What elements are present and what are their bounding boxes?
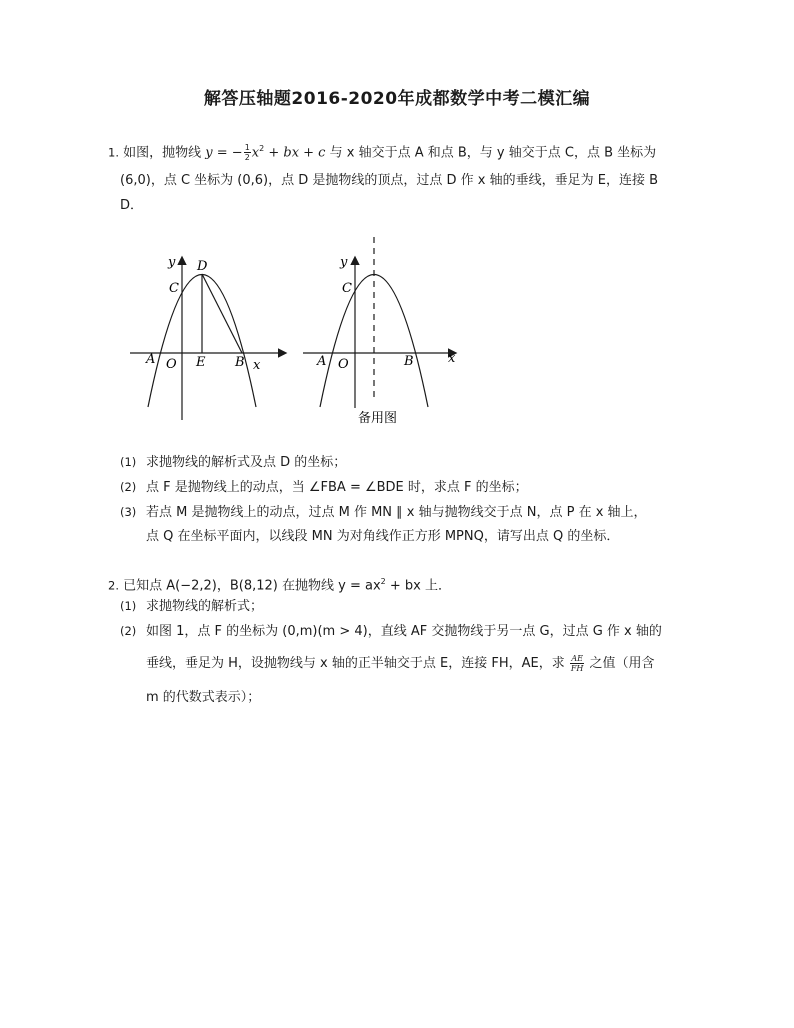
problem-1-equation-lhs: y = − xyxy=(205,145,243,161)
left-label-x: x xyxy=(253,358,261,373)
problem-2-sub-2-end: m 的代数式表示）； xyxy=(146,690,261,705)
left-label-D: D xyxy=(197,259,208,274)
problem-1-figure xyxy=(120,232,480,432)
problem-1-line-2: (6,0)，点 C 坐标为 (0,6)，点 D 是抛物线的顶点，过点 D 作 x 轴的垂线，垂足为 E，连接 B xyxy=(120,173,659,188)
figure-caption: 备用图 xyxy=(358,411,398,426)
right-label-B: B xyxy=(404,354,414,369)
segment-BD xyxy=(202,274,242,353)
right-label-y: y xyxy=(340,255,348,270)
problem-1-line-1 xyxy=(108,139,656,163)
page-title: 解答压轴题2016-2020年成都数学中考二模汇编 xyxy=(203,89,591,109)
problem-1-equation-x: x xyxy=(251,145,260,161)
left-label-y: y xyxy=(168,255,176,270)
right-label-x: x xyxy=(448,351,456,366)
left-label-O: O xyxy=(166,357,177,372)
problem-1-exponent: 2 xyxy=(259,144,265,153)
problem-1-sub-3-cont: 点 Q 在坐标平面内，以线段 MN 为对角线作正方形 MPNQ，请写出点 Q 的坐标． xyxy=(146,529,620,544)
right-graph xyxy=(303,237,456,426)
problem-1-sub-3: (3) 若点 M 是抛物线上的动点，过点 M 作 MN ∥ x 轴与抛物线交于点 N，点 P 在 x 轴上， xyxy=(120,505,647,520)
problem-2-number: 2. xyxy=(108,578,119,593)
right-label-C: C xyxy=(342,281,352,296)
problem-1-number: 1. xyxy=(108,145,119,160)
left-label-C: C xyxy=(169,281,179,296)
problem-1-line-3: D． xyxy=(120,198,144,213)
problem-1-sub-1: (1) 求抛物线的解析式及点 D 的坐标； xyxy=(120,455,347,470)
left-graph xyxy=(130,255,285,420)
left-label-E: E xyxy=(196,355,206,370)
problem-1-equation-tail: + bx + c xyxy=(264,145,326,161)
problem-2-sub-2: (2) 如图 1，点 F 的坐标为 (0,m)(m > 4)，直线 AF 交抛物线于另一点 G，过点 G 作 x 轴的 xyxy=(120,624,662,639)
problem-2-line-1: 2. 已知点 A(−2,2)，B(8,12) 在抛物线 $y = ax^2$ + bx 上． xyxy=(108,577,451,594)
problem-2-sub-1: (1) 求抛物线的解析式； xyxy=(120,599,264,614)
left-label-B: B xyxy=(235,355,245,370)
problem-2-fraction: $\frac{AE}{FH}$ xyxy=(570,654,584,673)
problem-1-line-1-tail: 与 x 轴交于点 A 和点 B，与 y 轴交于点 C，点 B 坐标为 xyxy=(329,145,657,161)
right-label-A: A xyxy=(317,354,327,369)
problem-1-sub-2: (2) 点 F 是抛物线上的动点，当 ∠FBA = ∠BDE 时，求点 F 的坐标； xyxy=(120,480,528,495)
parabola-figure-svg xyxy=(120,232,480,432)
left-label-A: A xyxy=(146,352,156,367)
right-label-O: O xyxy=(338,357,349,372)
problem-2-exponent: 2 xyxy=(380,577,386,586)
problem-1-intro: 如图，抛物线 xyxy=(123,145,202,161)
problem-2-sub-2-cont: 垂线，垂足为 H，设抛物线与 x 轴的正半轴交于点 E，连接 FH，AE，求 $\frac{AE}{FH}$ 之值（用含 xyxy=(146,654,655,673)
problem-1-fraction: $\frac{1}{2}$ xyxy=(244,143,250,163)
